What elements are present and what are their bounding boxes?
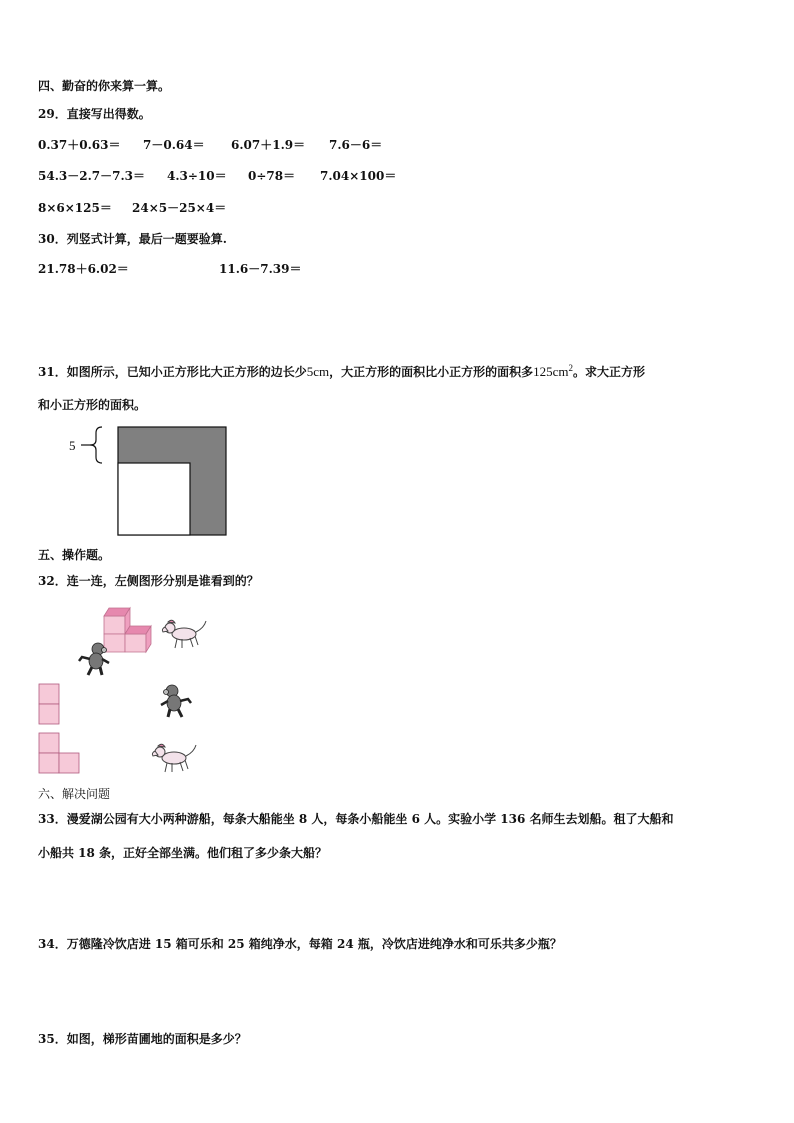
q29-item: 7.6－6＝ xyxy=(329,138,383,152)
q29-item: 54.3－2.7－7.3＝ xyxy=(38,169,145,183)
q29-item: 7－0.64＝ xyxy=(143,138,205,152)
q29-item: 7.04×100＝ xyxy=(320,169,397,183)
q29-item: 0.37＋0.63＝ xyxy=(38,138,121,152)
shape-two-stacked-squares xyxy=(38,683,62,727)
q29-item: 4.3÷10＝ xyxy=(167,169,227,183)
q33-line-2: 小船共 18 条，正好全部坐满。他们租了多少条大船？ xyxy=(38,846,328,860)
squares-figure xyxy=(80,425,230,537)
q30-item: 11.6－7.39＝ xyxy=(219,262,302,276)
q29-item: 8×6×125＝ xyxy=(38,201,112,215)
q31-line-2: 和小正方形的面积。 xyxy=(38,398,147,412)
dog-icon xyxy=(150,738,200,776)
dog-icon xyxy=(160,614,210,652)
q35-line-1: 35．如图，梯形苗圃地的面积是多少？ xyxy=(38,1032,247,1046)
section-5-heading: 五、操作题。 xyxy=(38,548,111,562)
q30-title: 30．列竖式计算，最后一题要验算. xyxy=(38,232,227,246)
figure-label-5: 5 xyxy=(69,438,76,453)
q31-math: 5cm xyxy=(306,364,330,379)
monkey-icon xyxy=(154,683,194,719)
section-4-heading: 四、勤奋的你来算一算。 xyxy=(38,79,171,93)
small-square xyxy=(118,463,190,535)
monkey-icon xyxy=(76,641,116,677)
q31-line-1 xyxy=(38,360,645,380)
shape-l-squares xyxy=(38,732,84,776)
q29-item: 24×5－25×4＝ xyxy=(132,201,227,215)
q29-item: 6.07＋1.9＝ xyxy=(231,138,306,152)
q31-math: 125cm xyxy=(533,364,569,379)
q32-title: 32．连一连，左侧图形分别是谁看到的？ xyxy=(38,574,259,588)
q30-item: 21.78＋6.02＝ xyxy=(38,262,129,276)
q31-math-sup: 2 xyxy=(568,363,573,373)
q31-text: 31．如图所示，已知小正方形比大正方形的边长少 xyxy=(38,365,307,379)
q34-line-1: 34．万德隆冷饮店进 15 箱可乐和 25 箱纯净水，每箱 24 瓶，冷饮店进纯净水和可乐共多少瓶？ xyxy=(38,937,562,951)
q29-title: 29．直接写出得数。 xyxy=(38,107,151,121)
q29-item: 0÷78＝ xyxy=(248,169,296,183)
q31-text: 。求大正方形 xyxy=(573,365,646,379)
section-6-heading: 六、解决问题 xyxy=(38,787,111,801)
q31-text: ，大正方形的面积比小正方形的面积多 xyxy=(329,365,534,379)
q33-line-1: 33．漫爱湖公园有大小两种游船，每条大船能坐 8 人，每条小船能坐 6 人。实验小学 136 名师生去划船。租了大船和 xyxy=(38,812,674,826)
